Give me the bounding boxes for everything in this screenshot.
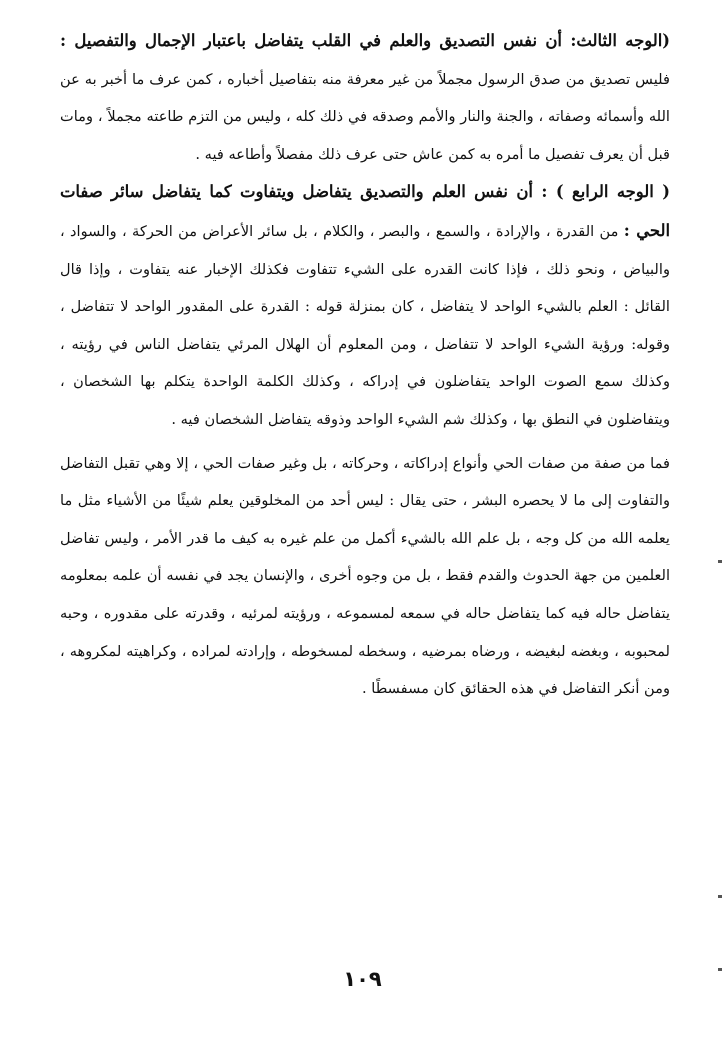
paragraph-fourth-aspect [60, 173, 670, 438]
margin-mark [718, 895, 722, 898]
body-third-aspect: فليس تصديق من صدق الرسول مجملاً من غير معرفة منه بتفاصيل أخباره ، كمن عرف ما أخبر به عن الله وأسمائه وصفاته ، والجنة والنار والأمم وصدقه في ذلك كله ، وليس من التزم طاعته مجملاً ، ومات قبل أن يعرف تفصيل ما أمره به كمن عاش حتى عرف ذلك مفصلاً وأطاعه فيه . [60, 70, 670, 163]
margin-mark [718, 560, 722, 563]
page-number: ١٠٩ [343, 967, 382, 991]
heading-third-aspect: (الوجه الثالث: أن نفس التصديق والعلم في القلب يتفاضل باعتبار الإجمال والتفصيل : [60, 31, 670, 50]
heading-fourth-aspect: ( الوجه الرابع ) : أن نفس العلم والتصديق يتفاضل ويتفاوت كما يتفاضل سائر صفات الحي : [60, 182, 670, 240]
body-qualities: فما من صفة من صفات الحي وأنواع إدراكاته ، وحركاته ، بل وغير صفات الحي ، إلا وهي تقبل التفاضل والتفاوت إلى ما لا يحصره البشر ، حتى يقال : ليس أحد من المخلوقين يعلم شيئًا من الأشياء مثل ما يعلمه الله من كل وجه ، بل علم الله بالشيء أكمل من علم غيره به كيف ما قدر الأمر ، وليس تفاضل العلمين من جهة الحدوث والقدم فقط ، بل من وجوه أخرى ، والإنسان يجد في نفسه أن علمه بمعلومه يتفاضل حاله فيه كما يتفاضل حاله في سمعه لمسموعه ، ورؤيته لمرئيه ، وقدرته على مقدوره ، وحبه لمحبوبه ، وبغضه لبغيضه ، ورضاه بمرضيه ، وسخطه لمسخوطه ، وإرادته لمراده ، وكراهيته لمكروهه ، ومن أنكر التفاضل في هذه الحقائق كان مسفسطًا . [60, 454, 670, 698]
paragraph-qualities [60, 445, 670, 708]
page-text [60, 22, 670, 708]
paragraph-third-aspect [60, 22, 670, 173]
margin-mark [718, 968, 722, 971]
body-fourth-aspect: من القدرة ، والإرادة ، والسمع ، والبصر ، والكلام ، بل سائر الأعراض من الحركة ، والسواد ، والبياض ، ونحو ذلك ، فإذا كانت القدره على الشيء تتفاوت فكذلك الإخبار عنه يتفاوت ، وإذا قال القائل : العلم بالشيء الواحد لا يتفاضل ، كان بمنزلة قوله : القدرة على المقدور الواحد لا تتفاضل ، وقوله: ورؤية الشيء الواحد لا تتفاضل ، ومن المعلوم أن الهلال المرئي يتفاضل الناس في رؤيته ، وكذلك سمع الصوت الواحد يتفاضلون في إدراكه ، وكذلك الكلمة الواحدة يتكلم بها الشخصان ، ويتفاضلون في النطق بها ، وكذلك شم الشيء الواحد وذوقه يتفاضل الشخصان فيه . [60, 222, 670, 428]
